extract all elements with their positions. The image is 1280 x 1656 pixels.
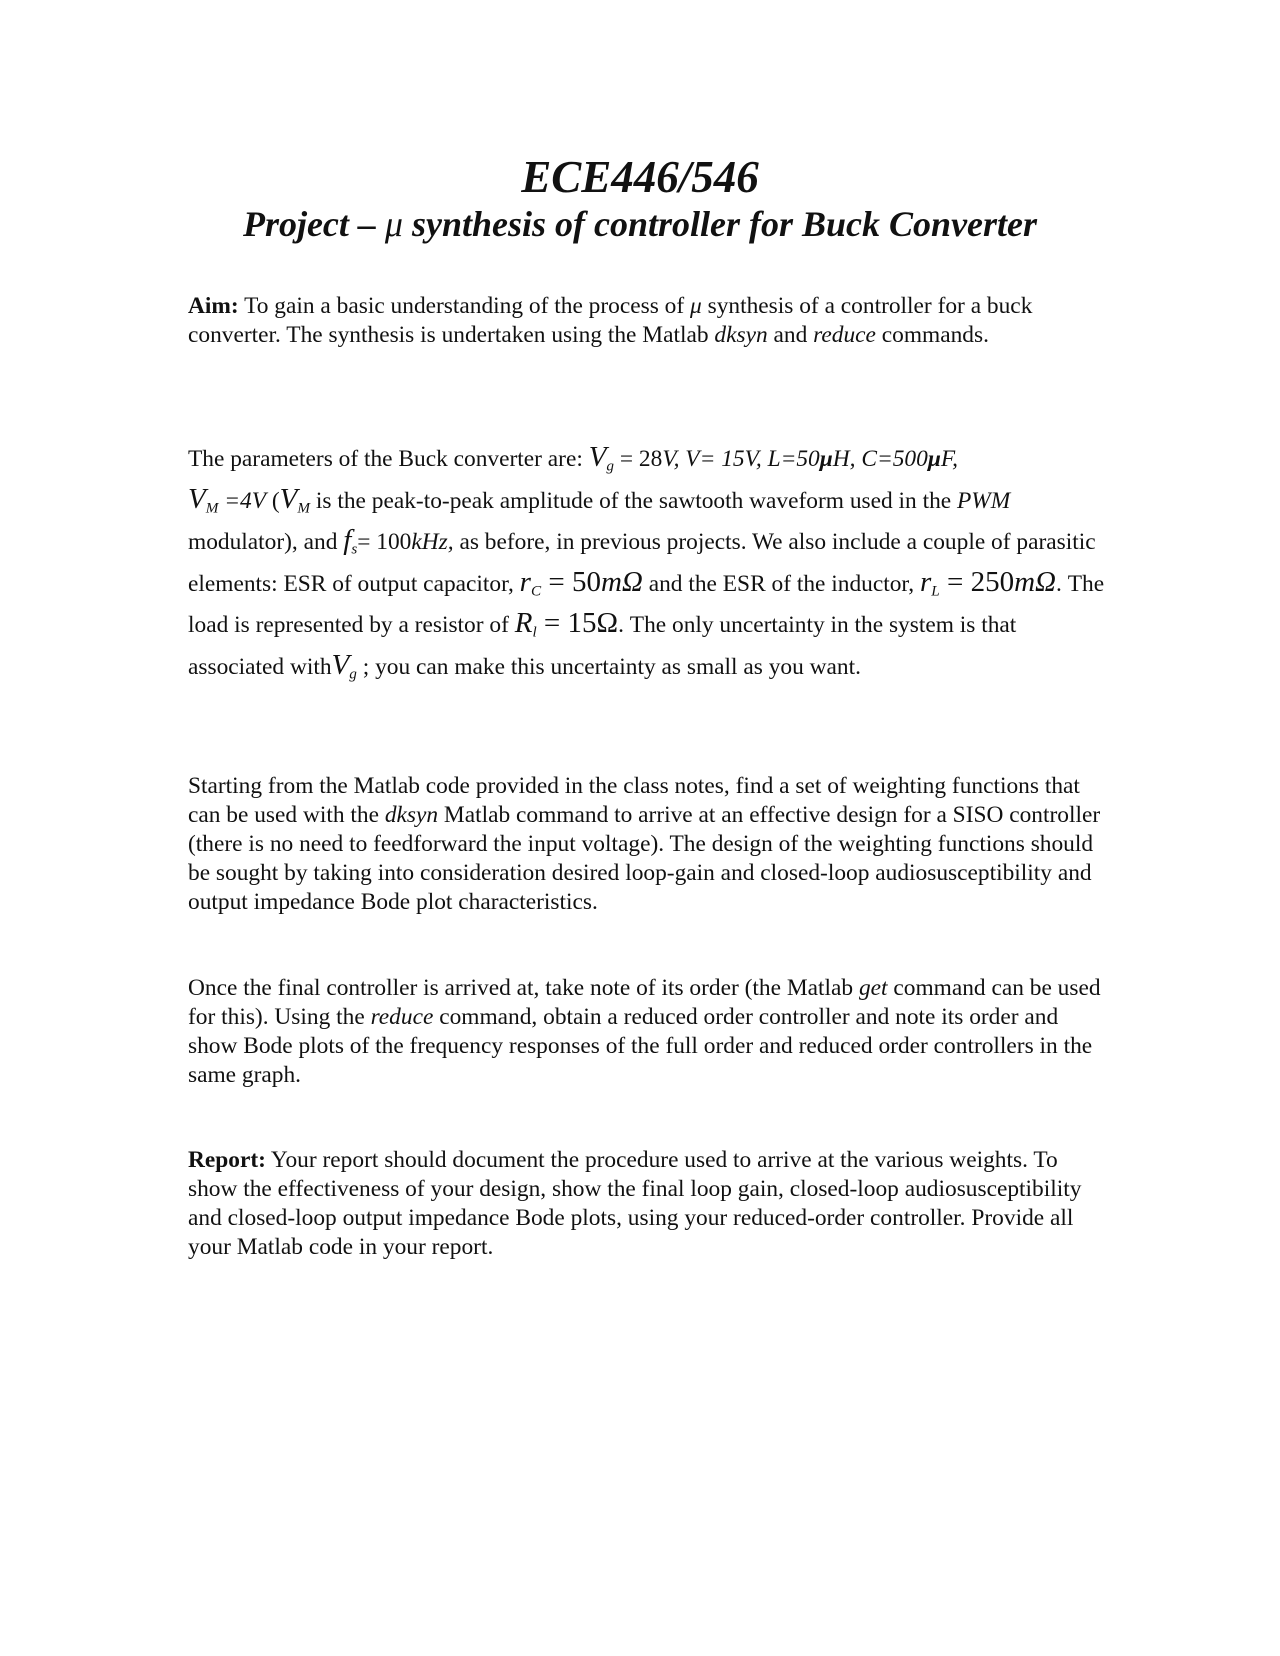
modulator-text: modulator), and [188, 529, 344, 556]
rload-symbol: R [514, 607, 533, 640]
rc-sub: C [530, 582, 542, 600]
rc-unit: mΩ [600, 565, 643, 598]
aim-reduce: reduce [813, 322, 876, 348]
aim-text-4: commands. [875, 322, 989, 348]
vg2-symbol: V [331, 648, 350, 681]
vm-value: =4V [218, 487, 267, 514]
aim-mu: μ [690, 293, 702, 319]
project-title [0, 202, 1280, 246]
aim-text-3: and [767, 322, 814, 348]
rl-symbol: r [919, 565, 932, 598]
v-l-values: , V= 15V, L=50 [673, 446, 820, 472]
rl-sub: L [931, 582, 940, 600]
aim-dksyn: dksyn [714, 322, 768, 348]
vg-symbol: V [588, 441, 607, 473]
starting-dksyn: dksyn [384, 802, 439, 828]
starting-text-2: Matlab command to arrive at an effective design for a SISO controller (there is no need to feedforward the input voltage). The design of the weighting functions should be sought by taking into consideration desired loop-gain and closed-loop audiosusceptibility and output impedance Bode plot characteristics. [188, 802, 1101, 915]
h-unit: H, C=500 [832, 446, 928, 472]
vg2-sub: g [349, 665, 357, 683]
aim-label: Aim: [188, 293, 239, 319]
rload-sub: l [532, 623, 537, 641]
report-label: Report: [188, 1147, 266, 1173]
course-title: ECE446/546 [521, 152, 759, 202]
rl-after: . The load is represented by a resistor of [188, 570, 1105, 639]
vm-desc: is the peak-to-peak amplitude of the sawtooth waveform used in the [310, 487, 958, 514]
f-unit: F, [940, 446, 958, 472]
rl-value: = 250 [939, 565, 1015, 598]
report-paragraph [188, 1146, 1108, 1262]
final-reduce: reduce [370, 1004, 434, 1030]
fs-unit: kHz, [411, 529, 454, 556]
fs-after: as before, in previous projects. We also include a couple of parasitic elements: ESR of output capacitor, [188, 529, 1096, 597]
rc-symbol: r [519, 565, 531, 598]
project-title-mu: μ [384, 204, 403, 244]
vm-sub: M [205, 499, 219, 517]
aim-text-1: To gain a basic understanding of the process of [238, 293, 691, 319]
rl-unit: mΩ [1014, 565, 1057, 598]
parameters-paragraph [188, 438, 1108, 688]
vm-paren: ( [266, 487, 280, 514]
fs-symbol: f [343, 524, 352, 557]
pwm: PWM [957, 487, 1011, 514]
project-title-prefix: Project – [242, 204, 376, 244]
report-text: Your report should document the procedure used to arrive at the various weights. To show the effectiveness of your design, show the final loop gain, closed-loop audiosusceptibility and closed-loop output impedance Bode plots, using your reduced-order controller. Provide all your Matlab code in your report. [188, 1147, 1082, 1260]
mu-h: μ [819, 446, 833, 472]
final-text-2: command can be used for this). Using the [188, 975, 1101, 1030]
starting-text-1: Starting from the Matlab code provided in the class notes, find a set of weighting functions that can be used with the [188, 773, 1080, 828]
params-intro: The parameters of the Buck converter are: [188, 446, 589, 472]
rload-after: . The only uncertainty in the system is that associated with [188, 612, 1017, 680]
vm-sub-2: M [297, 499, 311, 517]
vg-unit: V [662, 446, 674, 472]
rload-value: = 15Ω [536, 607, 619, 640]
final-get: get [858, 975, 888, 1001]
rc-after: and the ESR of the inductor, [642, 570, 920, 597]
vm-symbol: V [188, 482, 206, 515]
final-text-3: command, obtain a reduced order controller and note its order and show Bode plots of the frequency responses of the full order and reduced order controllers in the same graph. [188, 1004, 1093, 1088]
fs-value: = 100 [357, 529, 412, 556]
fs-sub: s [351, 540, 358, 558]
aim-paragraph [188, 292, 1108, 350]
vg-value: = 28 [614, 446, 663, 472]
final-paragraph [188, 974, 1108, 1090]
final-text-1: Once the final controller is arrived at, take note of its order (the Matlab [188, 975, 859, 1001]
starting-paragraph [188, 772, 1108, 917]
project-title-suffix: synthesis of controller for Buck Converter [412, 204, 1038, 244]
aim-text-2: synthesis of a controller for a buck converter. The synthesis is undertaken using the Matlab [188, 293, 1033, 348]
mu-f: μ [927, 446, 941, 472]
params-ending: ; you can make this uncertainty as small as you want. [356, 653, 861, 680]
vg-sub: g [606, 457, 615, 475]
rc-value: = 50 [541, 565, 601, 598]
vm-symbol-2: V [279, 482, 298, 515]
